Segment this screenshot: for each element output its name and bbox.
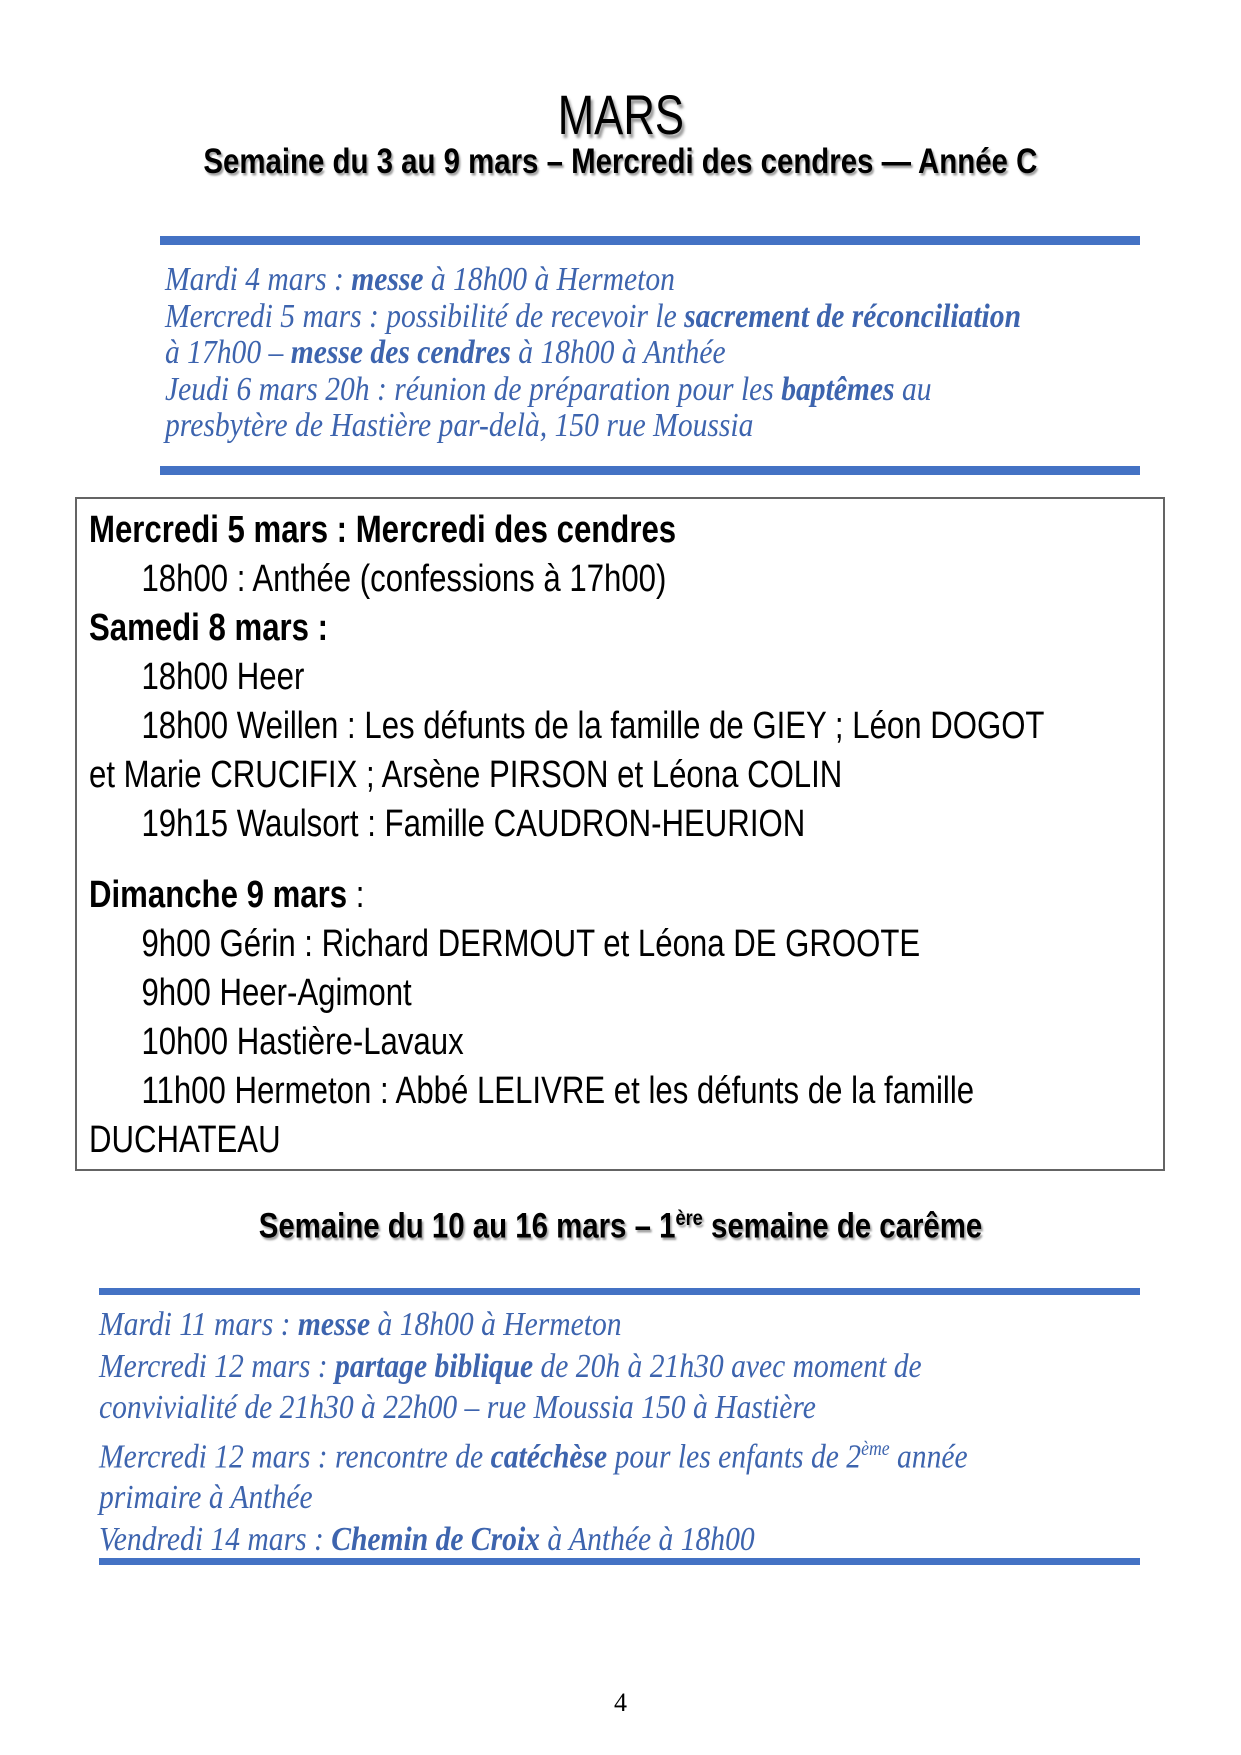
text-segment: à 18h00 à Anthée xyxy=(510,334,726,371)
text-segment: pour les enfants de 2 xyxy=(607,1437,862,1475)
week1-events xyxy=(165,262,1241,445)
text-line xyxy=(89,555,1151,604)
text-line xyxy=(99,1387,1144,1429)
text-segment: 18h00 Weillen : Les défunts de la famille de GIEY ; Léon DOGOT xyxy=(141,705,1045,747)
week2-events xyxy=(99,1304,1241,1560)
mass-schedule-box xyxy=(75,497,1165,1171)
text-segment: Mercredi 5 mars : possibilité de recevoir le xyxy=(165,297,685,335)
week1-heading xyxy=(0,142,1241,182)
text-segment: ème xyxy=(861,1437,890,1460)
text-segment: au xyxy=(894,370,932,408)
text-segment: à 18h00 à Hermeton xyxy=(370,1306,622,1343)
text-segment: ère xyxy=(675,1205,703,1230)
text-line xyxy=(99,1346,1144,1388)
text-segment: presbytère de Hastière par-delà, 150 rue Moussia xyxy=(165,407,754,444)
text-segment: Mercredi 5 mars : Mercredi des cendres xyxy=(89,509,677,551)
month-title-text: MARS xyxy=(557,83,684,146)
text-segment: Vendredi 14 mars : xyxy=(99,1520,332,1558)
text-segment: 9h00 Gérin : Richard DERMOUT et Léona DE GROOTE xyxy=(141,923,921,965)
text-segment: Mardi 11 mars : xyxy=(99,1306,298,1343)
text-line xyxy=(89,1018,1151,1067)
text-segment: Semaine du 10 au 16 mars – 1 xyxy=(258,1206,676,1246)
text-line xyxy=(89,506,1151,555)
text-segment: messe xyxy=(351,261,424,298)
text-segment: primaire à Anthée xyxy=(99,1479,313,1517)
text-segment: Samedi 8 mars : xyxy=(89,607,329,649)
text-segment: à 18h00 à Hermeton xyxy=(423,261,675,298)
text-segment: Chemin de Croix xyxy=(331,1520,540,1558)
text-segment: de 20h à 21h30 avec moment de xyxy=(533,1347,922,1385)
week1-heading-text: Semaine du 3 au 9 mars – Mercredi des cendres — Année C xyxy=(203,142,1038,181)
text-line xyxy=(89,849,1151,871)
text-segment: Mercredi 12 mars : xyxy=(99,1347,336,1385)
text-segment: Dimanche 9 mars xyxy=(89,874,348,916)
page-number: 4 xyxy=(614,1688,627,1717)
text-segment: 18h00 : Anthée (confessions à 17h00) xyxy=(141,558,667,600)
divider-rule-week1-bottom xyxy=(160,466,1140,475)
text-line xyxy=(165,372,1150,409)
text-segment: baptêmes xyxy=(781,370,895,408)
month-title xyxy=(0,82,1241,147)
text-segment: sacrement de réconciliation xyxy=(684,297,1022,335)
text-line xyxy=(165,262,1150,299)
text-segment: catéchèse xyxy=(490,1437,608,1475)
text-line xyxy=(165,335,1150,372)
text-segment: Mardi 4 mars : xyxy=(165,261,352,298)
text-line xyxy=(89,702,1151,751)
text-line xyxy=(89,751,1151,800)
divider-rule-week1-top xyxy=(160,236,1140,245)
text-segment: convivialité de 21h30 à 22h00 – rue Moussia 150 à Hastière xyxy=(99,1389,816,1426)
text-segment: à Anthée à 18h00 xyxy=(539,1520,755,1558)
text-line xyxy=(99,1304,1144,1346)
text-line xyxy=(99,1477,1144,1519)
text-segment: semaine de carême xyxy=(702,1206,983,1246)
text-segment: : xyxy=(347,874,365,916)
text-segment: à 17h00 – xyxy=(165,334,291,371)
text-segment: partage biblique xyxy=(335,1347,534,1385)
text-line xyxy=(89,1067,1151,1116)
text-segment: 10h00 Hastière-Lavaux xyxy=(141,1021,464,1063)
week2-heading xyxy=(0,1205,1241,1247)
text-line xyxy=(89,1116,1151,1165)
text-segment: messe des cendres xyxy=(290,334,511,371)
text-line xyxy=(89,604,1151,653)
text-segment: année xyxy=(889,1437,968,1475)
text-segment: messe xyxy=(297,1306,371,1343)
text-segment: Mercredi 12 mars : rencontre de xyxy=(99,1437,491,1475)
text-segment: 11h00 Hermeton : Abbé LELIVRE et les défunts de la famille xyxy=(141,1070,975,1112)
text-segment: et Marie CRUCIFIX ; Arsène PIRSON et Léona COLIN xyxy=(89,754,843,796)
text-segment: 19h15 Waulsort : Famille CAUDRON-HEURION xyxy=(141,803,806,845)
text-segment: Jeudi 6 mars 20h : réunion de préparation pour les xyxy=(165,370,782,408)
text-line xyxy=(89,871,1151,920)
text-line xyxy=(89,969,1151,1018)
text-segment: 9h00 Heer-Agimont xyxy=(141,972,412,1014)
divider-rule-week2-bottom xyxy=(99,1558,1140,1565)
text-segment: 18h00 Heer xyxy=(141,656,305,698)
text-segment: DUCHATEAU xyxy=(89,1119,281,1161)
text-line xyxy=(89,920,1151,969)
divider-rule-week2-top xyxy=(99,1288,1140,1295)
text-line xyxy=(89,800,1151,849)
text-line xyxy=(99,1519,1144,1561)
text-line xyxy=(165,408,1150,445)
text-line xyxy=(99,1205,1141,1247)
text-line xyxy=(89,653,1151,702)
text-line xyxy=(99,1429,1144,1478)
text-line xyxy=(165,299,1150,336)
